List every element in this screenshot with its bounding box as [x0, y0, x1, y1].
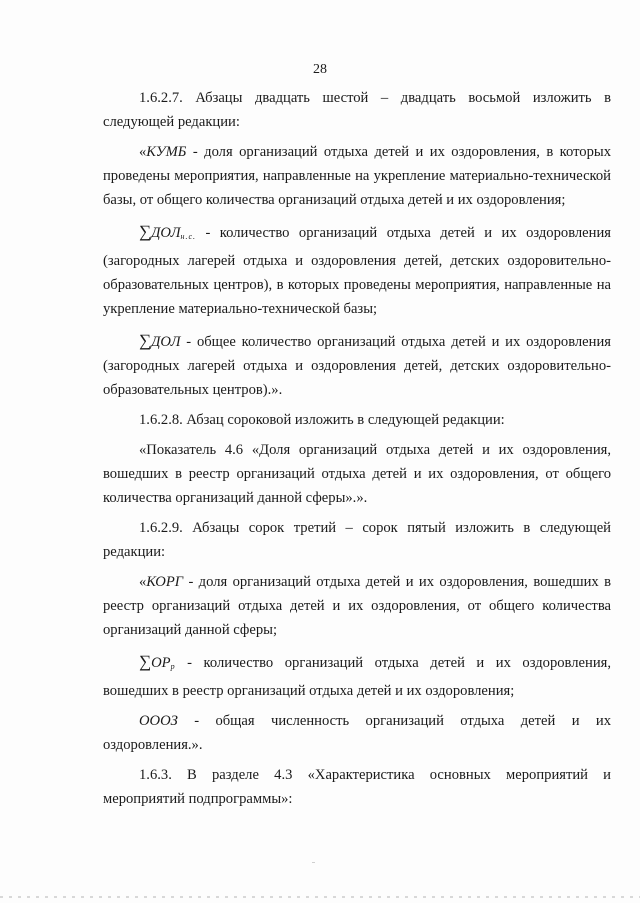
- paragraph-or-definition: [103, 650, 611, 703]
- open-quote: «: [139, 144, 147, 160]
- term-korg: КОРГ: [146, 574, 184, 590]
- paragraph-dol-definition: [103, 329, 611, 402]
- kumb-definition-text: - доля организаций отдыха детей и их оздоровления, в которых проведены мероприятия, направленные на укрепление материально-технической базы, от общего количества организаций отдыха детей и их оздоровления;: [103, 144, 611, 208]
- document-body: [103, 86, 611, 811]
- oooz-definition-text: - общая численность организаций отдыха детей и их оздоровления.».: [103, 713, 611, 753]
- term-dol-subscript: н.с.: [180, 232, 197, 241]
- paragraph-1-6-3: 1.6.3. В разделе 4.3 «Характеристика основных мероприятий и мероприятий подпрограммы»:: [103, 767, 611, 807]
- term-dol: ДОЛ: [151, 225, 181, 241]
- open-quote: «: [139, 574, 147, 590]
- sum-symbol: ∑: [139, 222, 152, 241]
- term-oooz: ОООЗ: [139, 713, 178, 729]
- term-or-subscript: р: [170, 662, 176, 671]
- page-number: 28: [313, 62, 327, 77]
- paragraph-oooz-definition: [103, 709, 611, 757]
- paragraph-1-6-2-8: 1.6.2.8. Абзац сороковой изложить в следующей редакции:: [139, 412, 505, 428]
- paragraph-korg-definition: [103, 570, 611, 642]
- term-kumb: КУМБ: [146, 144, 187, 160]
- paragraph-dol-ns-definition: [103, 220, 611, 321]
- or-definition-text: - количество организаций отдыха детей и их оздоровления, вошедших в реестр организаций отдыха детей и их оздоровления;: [103, 655, 611, 699]
- korg-definition-text: - доля организаций отдыха детей и их оздоровления, вошедших в реестр организаций отдыха детей и их оздоровления, от общего количества организаций данной сферы;: [103, 574, 611, 638]
- paragraph-indicator-4-6: «Показатель 4.6 «Доля организаций отдыха детей и их оздоровления, вошедших в реестр организаций отдыха детей и их оздоровления, от общего количества организаций данной сферы».».: [103, 442, 611, 506]
- sum-symbol: ∑: [139, 652, 152, 671]
- scan-edge: [0, 896, 640, 898]
- paragraph-kumb-definition: [103, 140, 611, 212]
- dol-definition-text: - общее количество организаций отдыха детей и их оздоровления (загородных лагерей отдыха и оздоровления детей, детских оздоровительно-образовательных центров).».: [103, 334, 611, 398]
- scan-speck: [312, 862, 315, 863]
- paragraph-1-6-2-9: 1.6.2.9. Абзацы сорок третий – сорок пятый изложить в следующей редакции:: [103, 520, 611, 560]
- term-or: ОР: [151, 655, 171, 671]
- dol-ns-definition-text: - количество организаций отдыха детей и их оздоровления (загородных лагерей отдыха и оздоровления детей, детских оздоровительно-образовательных центров), в которых проведены мероприятия, направленные на укрепление материально-технической базы;: [103, 225, 611, 317]
- term-dol: ДОЛ: [151, 334, 181, 350]
- paragraph-1-6-2-7: 1.6.2.7. Абзацы двадцать шестой – двадцать восьмой изложить в следующей редакции:: [103, 90, 611, 130]
- sum-symbol: ∑: [139, 331, 152, 350]
